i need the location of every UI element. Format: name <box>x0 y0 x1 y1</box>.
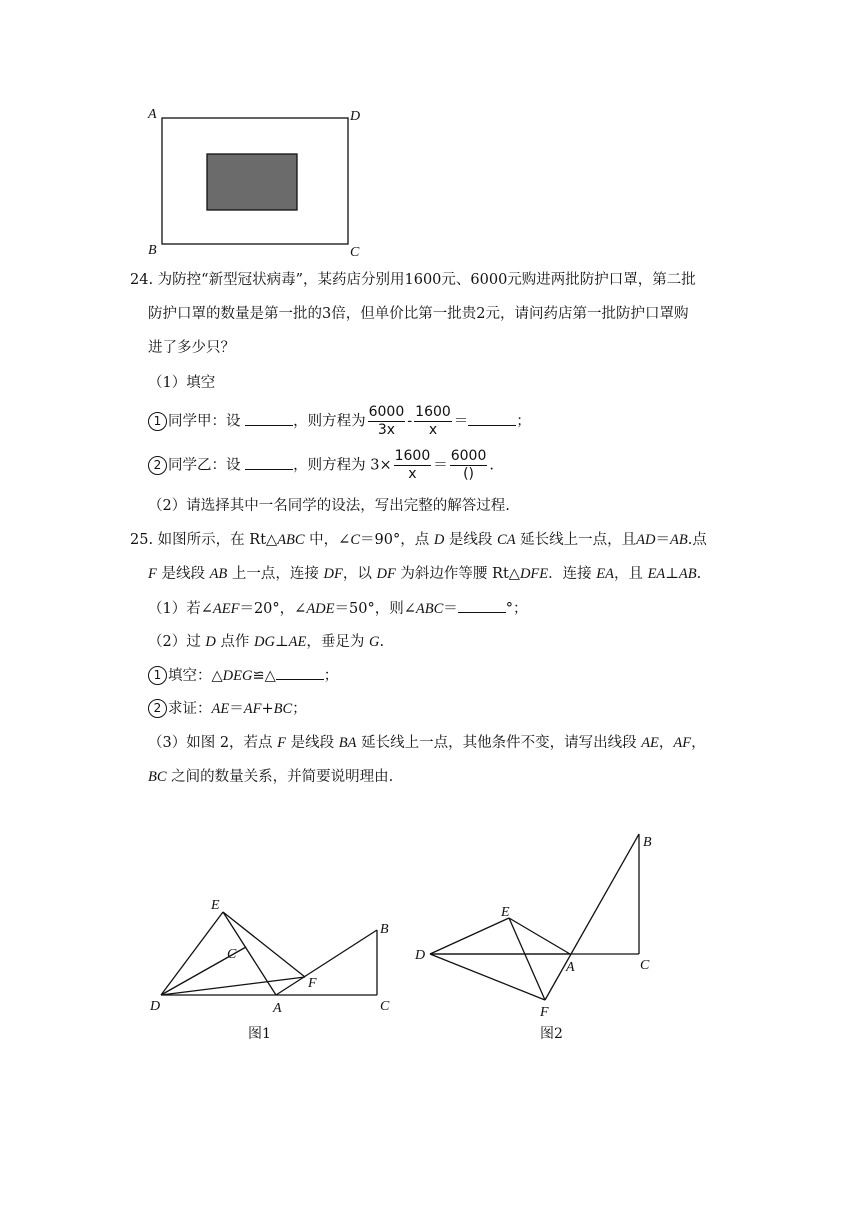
circle-number-1: 1 <box>148 412 167 431</box>
segment-D-E <box>161 912 223 995</box>
t: .点 <box>687 532 707 548</box>
q24-number: 24. <box>130 272 154 288</box>
q24-b-end: . <box>489 457 494 474</box>
t: （3）如图 2，若点 <box>148 735 273 751</box>
fig1-label-E: E <box>211 898 220 913</box>
t: 上一点，连接 <box>231 566 319 582</box>
t: DF <box>323 566 343 582</box>
t: AB <box>209 566 228 582</box>
fig1-caption: 图1 <box>248 1026 271 1042</box>
q24-b-eq: ＝ <box>433 457 448 474</box>
fig2-label-B: B <box>643 835 652 850</box>
q25-part3-line1 <box>148 733 706 753</box>
t: ABC <box>415 601 444 617</box>
q25-line1 <box>130 530 707 550</box>
t: ＝90°，点 <box>360 532 430 548</box>
figure-1 <box>140 890 410 1050</box>
q24-b-frac2[interactable] <box>450 448 488 483</box>
fig1-label-C: C <box>380 999 390 1014</box>
t: ＝ <box>443 601 458 617</box>
q24-a-frac2 <box>414 404 452 439</box>
q24-line1 <box>130 270 696 290</box>
q25-part2 <box>148 632 384 652</box>
label-A: A <box>148 107 157 122</box>
t: 为斜边作等腰 Rt△ <box>400 566 520 582</box>
q24-b-frac1-den: x <box>408 466 417 482</box>
q24-student-b <box>148 448 494 483</box>
fig2-label-A: A <box>566 960 575 975</box>
q24-a-frac1 <box>368 404 406 439</box>
t: . <box>379 634 385 650</box>
t: ＝ <box>655 532 671 548</box>
t: ．连接 <box>548 566 592 582</box>
q24-b-prefix: 同学乙：设 <box>168 457 241 474</box>
q24-b-frac2-num: 6000 <box>450 448 487 464</box>
t: AF <box>673 735 692 751</box>
t: AF <box>243 701 262 717</box>
t: 之间的数量关系，并简要说明理由. <box>171 769 394 785</box>
q25-part1 <box>148 598 528 619</box>
t: 是线段 <box>448 532 493 548</box>
fig2-label-E: E <box>501 905 510 920</box>
t: ABC <box>277 532 305 548</box>
q24-part1: （1）填空 <box>148 375 216 391</box>
q24-b-mid: ，则方程为 3× <box>293 457 392 474</box>
q25-sub1 <box>148 665 338 686</box>
q24-a-blank-let[interactable] <box>245 411 293 426</box>
circle-number-1: 1 <box>148 666 167 685</box>
t: EA <box>596 566 614 582</box>
q24-student-a <box>148 404 531 439</box>
q24-a-mid: ，则方程为 <box>293 413 366 430</box>
q24-b-frac1-num: 1600 <box>394 448 431 464</box>
t: °； <box>505 601 528 617</box>
q24-b-frac1 <box>394 448 432 483</box>
t: D <box>433 532 445 548</box>
t: AB <box>670 532 688 548</box>
fig2-label-D: D <box>415 948 426 963</box>
segment-D-F <box>161 977 305 995</box>
shaded-rectangle <box>207 154 297 210</box>
figure-2 <box>408 828 678 1048</box>
q24-a-frac2-num: 1600 <box>415 404 451 420</box>
q25-p1-blank[interactable] <box>458 598 506 613</box>
t: ＝50°，则∠ <box>334 601 416 617</box>
t: DG <box>254 634 275 650</box>
t: ⊥ <box>275 634 289 650</box>
t: 如图所示，在 Rt△ <box>157 532 278 548</box>
q24-a-frac2-den: x <box>428 422 438 438</box>
t: F <box>148 566 157 582</box>
label-C: C <box>350 245 360 260</box>
q25-sub2 <box>148 699 307 719</box>
t: AEF <box>212 601 240 617</box>
t: DEG <box>222 668 253 684</box>
t: DFE <box>519 566 549 582</box>
t: G <box>368 634 380 650</box>
t: 是线段 <box>290 735 335 751</box>
segment-F-B <box>545 834 639 1000</box>
figure-rectangle <box>140 100 380 260</box>
q24-a-blank-rhs[interactable] <box>468 411 516 426</box>
t: ，以 <box>342 566 372 582</box>
fig1-label-D: D <box>150 999 161 1014</box>
t: CA <box>497 532 516 548</box>
t: 点作 <box>220 634 250 650</box>
q24-text-line1: 为防控“新型冠状病毒”，某药店分别用1600元、6000元购进两批防护口罩，第二批 <box>157 272 696 288</box>
label-D: D <box>350 109 361 124</box>
t: ，且 <box>613 566 643 582</box>
t: D <box>205 634 216 650</box>
t: （1）若∠ <box>148 601 213 617</box>
segment-A-B <box>276 930 377 995</box>
q24-a-frac1-den: 3x <box>377 422 396 438</box>
segment-E-A <box>509 918 570 954</box>
q24-part2: （2）请选择其中一名同学的设法，写出完整的解答过程. <box>148 498 510 514</box>
t: ，垂足为 <box>306 634 365 650</box>
t: 是线段 <box>161 566 205 582</box>
t: 中，∠ <box>304 532 351 548</box>
t: ＝ <box>229 701 244 717</box>
q25-line2 <box>148 564 701 584</box>
q24-text-line3: 进了多少只？ <box>148 340 235 356</box>
q24-a-prefix: 同学甲：设 <box>168 413 241 430</box>
q24-a-end: ； <box>516 413 531 430</box>
circle-number-2: 2 <box>148 456 167 475</box>
t: 延长线上一点，且 <box>520 532 637 548</box>
t: ， <box>658 735 674 751</box>
q24-b-frac2-den: () <box>463 466 475 482</box>
fig1-label-C-inner: C <box>227 947 237 962</box>
fig1-label-B: B <box>380 922 389 937</box>
t: 求证： <box>168 701 212 717</box>
q24-text-line2: 防护口罩的数量是第一批的3倍，但单价比第一批贵2元，请问药店第一批防护口罩购 <box>148 306 689 322</box>
q24-a-eq: ＝ <box>453 413 469 430</box>
t: （2）过 <box>148 634 201 650</box>
t: BC <box>273 701 293 717</box>
t: ， <box>691 735 706 751</box>
t: C <box>350 532 361 548</box>
t: AE <box>641 735 659 751</box>
t: EA <box>647 566 666 582</box>
t: . <box>696 566 702 582</box>
t: + <box>261 701 274 717</box>
t: AD <box>636 532 656 548</box>
t: ＝20°，∠ <box>239 601 307 617</box>
segment-E-F <box>223 912 305 977</box>
t: ； <box>323 668 339 684</box>
fig2-label-C: C <box>640 958 650 973</box>
q25-number: 25. <box>130 532 154 548</box>
t: ⊥ <box>665 566 679 582</box>
circle-number-2: 2 <box>148 699 167 718</box>
fig2-caption: 图2 <box>540 1026 563 1042</box>
t: ADE <box>306 601 335 617</box>
t: F <box>277 735 287 751</box>
t: BC <box>148 769 167 785</box>
t: DF <box>376 566 396 582</box>
t: ≌△ <box>252 668 276 684</box>
q24-a-frac1-num: 6000 <box>368 404 405 420</box>
q25-part3-line2 <box>148 767 393 787</box>
q24-a-minus: - <box>407 413 413 430</box>
fig1-label-A: A <box>273 1001 282 1016</box>
t: AE <box>288 634 307 650</box>
t: 延长线上一点，其他条件不变，请写出线段 <box>361 735 637 751</box>
t: 填空：△ <box>168 668 223 684</box>
segment-D-E <box>430 918 509 954</box>
t: AE <box>211 701 230 717</box>
t: AB <box>678 566 697 582</box>
t: BA <box>338 735 357 751</box>
t: ； <box>292 701 307 717</box>
fig1-label-F: F <box>308 976 317 991</box>
label-B: B <box>148 243 157 258</box>
fig2-label-F: F <box>540 1005 549 1020</box>
q24-b-blank-let[interactable] <box>245 455 293 470</box>
q25-s1-blank[interactable] <box>276 665 324 680</box>
